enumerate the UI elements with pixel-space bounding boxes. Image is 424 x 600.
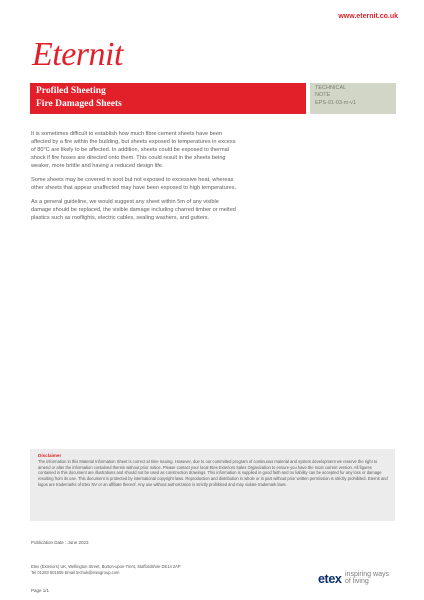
- disclaimer-text: The information in this Material Information Sheet is correct at time issuing. However, due to our committed program of continuous material and system development we reserve the right to amend or alter the information contained therein without prior notice. Please contact your local Etex Exteriors Sales Organization to ensure you have the most current version. All figures contained in this document are illustrations and should not be used as construction drawings. This information is supplied in good faith and no liability can be accepted for any loss or damage resulting from its use. This document is protected by international copyright laws. Reproduction and distribution in whole or in part without prior written permission is strictly prohibited. Eternit and logos are trademarks of Etex NV or an affiliate thereof. Any use without authorization is strictly prohibited and may violate trademark laws.: [38, 458, 388, 487]
- tagline-line-2: of living: [345, 577, 369, 585]
- body-paragraph: It is sometimes difficult to establish how much fibre cement sheets have been affected by a fire within the building, but sheets exposed to temperatures in excess of 80°C are likely to be affected. In addition, sheets could be exposed to thermal shock if fire hoses are directed onto them. This could result in the sheets being weaker, more brittle and having a reduced design life.: [31, 131, 236, 169]
- address-block: [31, 564, 181, 577]
- technical-note-box: [310, 83, 396, 114]
- body-paragraph: As a general guideline, we would suggest any sheet within 5m of any visible damage should be replaced, the visible damage including charred timber or melted plastics such as rooflights, electric cables, sealing washers, and gutters.: [31, 198, 236, 221]
- title-banner: [30, 83, 306, 114]
- technical-note-label-2: NOTE: [315, 92, 331, 99]
- eternit-logo: [30, 32, 140, 74]
- etex-logo-wordmark: etex: [318, 572, 342, 586]
- etex-logo: [318, 570, 342, 586]
- technical-note-code: EPS-01-03-m-v1: [315, 99, 356, 106]
- disclaimer-title: Disclaimer: [38, 453, 62, 458]
- address-line: Etex (Exteriors) UK, Wellington Street, Burton-upon-Trent, Staffordshire DE14 2AP: [31, 564, 181, 569]
- page-number: Page 1/1: [31, 588, 50, 593]
- title-line-2: Fire Damaged Sheets: [36, 99, 122, 109]
- body-text: [31, 131, 239, 229]
- publication-date: Publication Date : June 2023: [31, 540, 89, 545]
- disclaimer-box: [30, 449, 395, 521]
- tagline-line-1: inspiring ways: [345, 571, 389, 578]
- eternit-logo-wordmark: Eternit: [32, 36, 123, 73]
- body-paragraph: Some sheets may be covered in soot but not exposed to excessive heat, whereas other sheets that appear unaffected may have been exposed to high temperatures.: [31, 176, 237, 191]
- title-line-1: Profiled Sheeting: [36, 86, 106, 96]
- etex-tagline: [345, 572, 389, 585]
- technical-note-label: TECHNICAL: [315, 85, 347, 91]
- contact-line: Tel 01283 501505 Email techuk@etexgroup.com: [31, 570, 120, 576]
- website-link[interactable]: www.eternit.co.uk: [338, 13, 398, 20]
